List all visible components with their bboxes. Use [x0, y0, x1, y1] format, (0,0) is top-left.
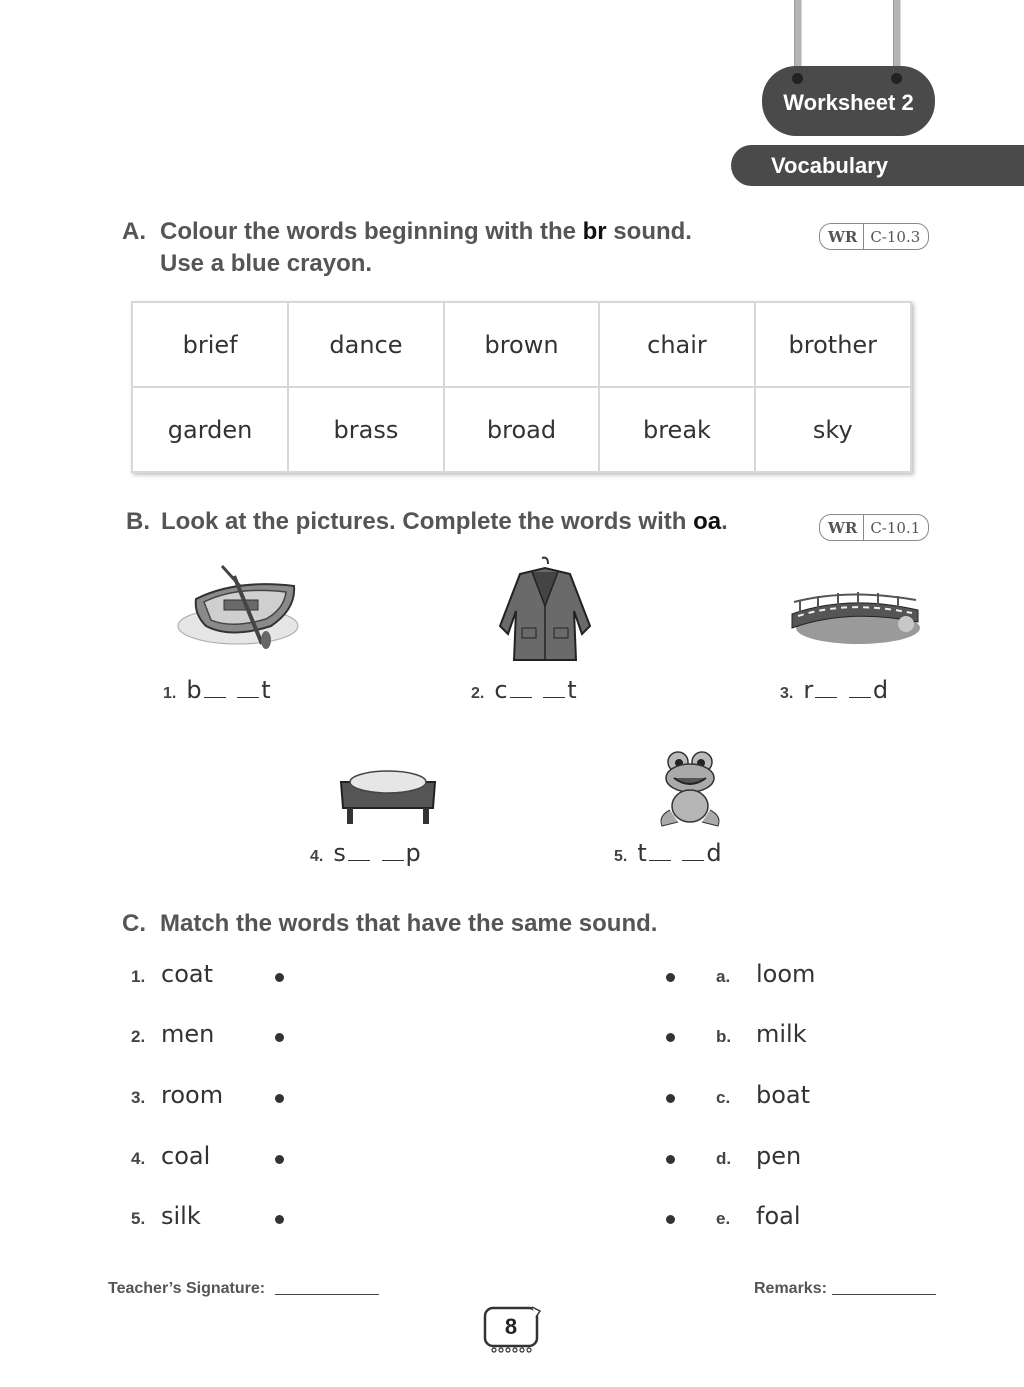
match-word: coat: [161, 960, 213, 988]
section-a-highlight: br: [582, 218, 607, 245]
match-word: milk: [756, 1020, 807, 1048]
boat-icon: [176, 564, 306, 654]
section-a-line1-pre: Colour the words beginning with the: [160, 218, 583, 245]
item-number: 3.: [131, 1088, 146, 1107]
match-dot-left[interactable]: [275, 1215, 284, 1224]
match-right-item: [716, 1142, 801, 1170]
match-right-item: [716, 1020, 807, 1048]
word-end: d: [706, 839, 722, 867]
match-left-item: [131, 1081, 223, 1109]
hanging-string-right: [893, 0, 901, 72]
word-start: r: [803, 676, 814, 704]
section-c-letter: C.: [122, 910, 146, 937]
coat-icon: [490, 556, 600, 666]
worksheet-tag: [762, 66, 935, 136]
blank-input[interactable]: [815, 679, 837, 698]
word-start: b: [186, 676, 202, 704]
word-cell[interactable]: brief: [132, 302, 288, 387]
match-word: coal: [161, 1142, 211, 1170]
badge-wr: WR: [820, 224, 864, 249]
item-number: 5.: [131, 1209, 146, 1228]
badge-code: C-10.3: [870, 227, 921, 246]
fill-item: [614, 839, 722, 867]
section-b-highlight: oa: [693, 508, 722, 535]
section-b-text-post: .: [721, 508, 728, 535]
section-a-line2: Use a blue crayon.: [160, 250, 373, 277]
section-b-letter: B.: [126, 508, 150, 535]
blank-input[interactable]: [849, 679, 871, 698]
match-dot-right[interactable]: [666, 973, 675, 982]
hanging-string-left: [794, 0, 802, 72]
word-cell[interactable]: sky: [755, 387, 911, 472]
soap-icon: [337, 768, 439, 828]
blank-input[interactable]: [649, 842, 671, 861]
match-dot-left[interactable]: [275, 1033, 284, 1042]
section-b-heading: [126, 506, 728, 538]
item-number: 2.: [471, 685, 485, 702]
match-word: room: [161, 1081, 224, 1109]
blank-input[interactable]: [204, 679, 226, 698]
match-right-item: [716, 1081, 810, 1109]
word-end: t: [567, 676, 577, 704]
match-word: pen: [756, 1142, 802, 1170]
word-start: c: [494, 676, 508, 704]
blank-input[interactable]: [382, 842, 404, 861]
item-number: 2.: [131, 1027, 146, 1046]
toad-icon: [652, 750, 728, 832]
badge-code: C-10.1: [870, 518, 921, 537]
word-cell[interactable]: broad: [444, 387, 600, 472]
match-left-item: [131, 1202, 201, 1230]
item-number: 3.: [780, 685, 794, 702]
match-word: foal: [756, 1202, 801, 1230]
item-number: 1.: [131, 967, 146, 986]
teacher-signature-label: Teacher’s Signature:: [108, 1280, 266, 1297]
table-row: [132, 387, 911, 472]
word-end: t: [261, 676, 271, 704]
word-cell[interactable]: brother: [755, 302, 911, 387]
tag-hole-left: [792, 73, 803, 84]
match-dot-left[interactable]: [275, 973, 284, 982]
match-right-item: [716, 1202, 801, 1230]
fill-item: [471, 676, 577, 704]
blank-input[interactable]: [543, 679, 565, 698]
word-start: t: [637, 839, 647, 867]
fill-item: [310, 839, 421, 867]
word-table: [131, 301, 912, 473]
item-number: 4.: [131, 1149, 146, 1168]
section-b-badge: [819, 514, 929, 541]
fill-item: [163, 676, 271, 704]
item-number: 4.: [310, 848, 324, 865]
word-cell[interactable]: brown: [444, 302, 600, 387]
page-number-badge: [482, 1305, 542, 1355]
word-cell[interactable]: garden: [132, 387, 288, 472]
worksheet-label: Worksheet 2: [783, 90, 914, 115]
match-dot-right[interactable]: [666, 1094, 675, 1103]
fill-item: [780, 676, 888, 704]
match-word: boat: [756, 1081, 811, 1109]
blank-input[interactable]: [682, 842, 704, 861]
item-letter: b.: [716, 1027, 732, 1046]
item-number: 1.: [163, 685, 177, 702]
teacher-signature-field[interactable]: [275, 1294, 379, 1295]
word-end: p: [405, 839, 421, 867]
section-b-text-pre: Look at the pictures. Complete the words with: [161, 508, 694, 535]
item-letter: e.: [716, 1209, 731, 1228]
section-c-heading: [122, 908, 657, 940]
tag-hole-right: [891, 73, 902, 84]
match-word: men: [161, 1020, 215, 1048]
match-dot-right[interactable]: [666, 1033, 675, 1042]
item-number: 5.: [614, 848, 628, 865]
word-cell[interactable]: chair: [599, 302, 754, 387]
blank-input[interactable]: [348, 842, 370, 861]
section-c-text: Match the words that have the same sound.: [160, 910, 658, 937]
section-a-letter: A.: [122, 218, 146, 245]
section-a-badge: [819, 223, 929, 250]
word-cell[interactable]: dance: [288, 302, 444, 387]
subject-label: Vocabulary: [771, 152, 888, 178]
item-letter: d.: [716, 1149, 732, 1168]
section-a-heading: [122, 216, 692, 280]
word-cell[interactable]: break: [599, 387, 754, 472]
match-dot-right[interactable]: [666, 1215, 675, 1224]
item-letter: c.: [716, 1088, 731, 1107]
match-right-item: [716, 960, 815, 988]
blank-input[interactable]: [510, 679, 532, 698]
item-letter: a.: [716, 967, 731, 986]
word-start: s: [333, 839, 346, 867]
match-left-item: [131, 1020, 214, 1048]
badge-wr: WR: [820, 515, 864, 540]
page-number: 8: [504, 1314, 518, 1339]
section-a-line1-post: sound.: [606, 218, 692, 245]
match-left-item: [131, 1142, 210, 1170]
table-row: [132, 302, 911, 387]
road-icon: [788, 586, 924, 646]
remarks-field[interactable]: [832, 1294, 936, 1295]
blank-input[interactable]: [237, 679, 259, 698]
match-dot-right[interactable]: [666, 1155, 675, 1164]
match-left-item: [131, 960, 213, 988]
remarks-label: Remarks:: [754, 1280, 827, 1297]
match-word: silk: [161, 1202, 201, 1230]
word-end: d: [872, 676, 889, 704]
match-dot-left[interactable]: [275, 1094, 284, 1103]
subject-bar: [731, 145, 1024, 186]
match-dot-left[interactable]: [275, 1155, 284, 1164]
match-word: loom: [756, 960, 816, 988]
word-cell[interactable]: brass: [288, 387, 444, 472]
